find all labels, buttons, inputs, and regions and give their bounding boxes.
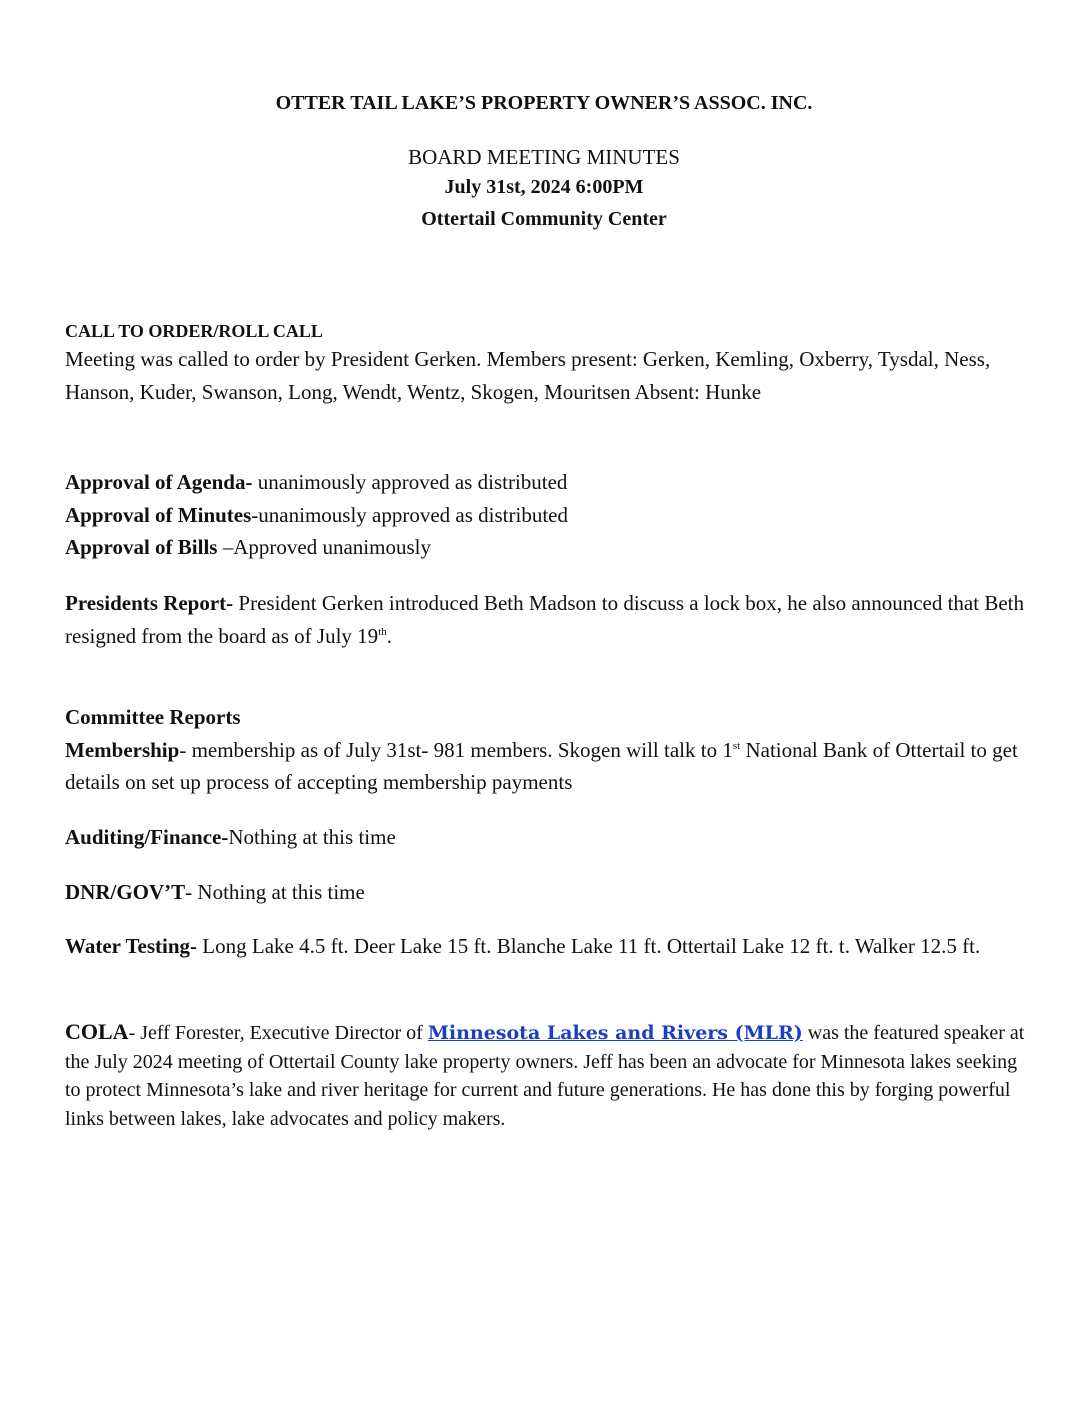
membership-label: Membership xyxy=(65,737,180,762)
approval-bills-label: Approval of Bills xyxy=(65,535,218,559)
water-testing-label: Water Testing- xyxy=(65,934,198,958)
approval-minutes xyxy=(65,499,1030,532)
cola-label: COLA xyxy=(65,1019,129,1044)
membership-tail: National Bank of Ottertail to get details on set up process of accepting membership payments xyxy=(65,737,1018,794)
presidents-report-superscript: th xyxy=(378,625,387,638)
organization-title: OTTER TAIL LAKE’S PROPERTY OWNER’S ASSOC. INC. xyxy=(275,92,813,114)
committee-reports-section xyxy=(65,701,1030,799)
presidents-report-section xyxy=(65,587,1030,652)
document-title: BOARD MEETING MINUTES xyxy=(408,145,680,169)
approval-agenda-text: unanimously approved as distributed xyxy=(252,470,568,494)
auditing-text: Nothing at this time xyxy=(228,825,396,849)
committee-reports-heading xyxy=(65,701,1030,734)
auditing-label: Auditing/Finance- xyxy=(65,825,229,849)
meeting-date: July 31st, 2024 6:00PM xyxy=(444,176,644,198)
membership-report xyxy=(65,734,1030,799)
approval-agenda xyxy=(65,466,1030,499)
cola-text-before: - Jeff Forester, Executive Director of xyxy=(128,1022,428,1044)
dnr-govt-report xyxy=(65,876,1030,909)
approval-minutes-label: Approval of Minutes xyxy=(65,502,252,527)
presidents-report-label: Presidents Report- xyxy=(65,591,234,615)
membership-text: - membership as of July 31st- 981 members. Skogen will talk to 1 xyxy=(179,737,733,762)
approval-bills xyxy=(65,531,1030,564)
approval-agenda-label: Approval of Agenda- xyxy=(65,470,253,494)
call-to-order-section xyxy=(65,319,1030,408)
water-testing-report xyxy=(65,930,1030,963)
call-to-order-text: Meeting was called to order by President Gerken. Members present: Gerken, Kemling, Oxberry, Tysdal, Ness, Hanson, Kuder, Swanson, Long, Wendt, Wentz, Skogen, Mouritsen Absent: Hunke xyxy=(65,347,991,404)
committee-reports-heading-text: Committee Reports xyxy=(65,705,241,729)
dnr-label: DNR/GOV’T xyxy=(65,880,186,904)
auditing-finance-report xyxy=(65,821,1030,854)
cola-text-after: was the featured speaker at the July 2024 meeting of Ottertail County lake property owners. Jeff has been an advocate for Minnesota lakes seeking to protect Minnesota’s lake and river heritage for current and future generations. He has done this by forging powerful links between lakes, lake advocates and policy makers. xyxy=(65,1022,1025,1130)
approvals-section xyxy=(65,466,1030,564)
water-testing-text: Long Lake 4.5 ft. Deer Lake 15 ft. Blanche Lake 11 ft. Ottertail Lake 12 ft. t. Walker 12.5 ft. xyxy=(197,934,981,958)
dnr-text: - Nothing at this time xyxy=(185,880,365,904)
meeting-location: Ottertail Community Center xyxy=(421,208,667,230)
presidents-report-tail: . xyxy=(386,623,392,648)
cola-report xyxy=(65,1018,1030,1133)
presidents-report-text: President Gerken introduced Beth Madson to discuss a lock box, he also announced that Beth resigned from the board as of July 19 xyxy=(65,591,1025,648)
minnesota-lakes-rivers-link[interactable]: Minnesota Lakes and Rivers (MLR) xyxy=(427,1022,803,1044)
approval-bills-text: –Approved unanimously xyxy=(217,535,431,559)
approval-minutes-text: -unanimously approved as distributed xyxy=(251,502,568,527)
call-to-order-heading: CALL TO ORDER/ROLL CALL xyxy=(65,321,323,341)
membership-superscript: st xyxy=(732,739,741,752)
